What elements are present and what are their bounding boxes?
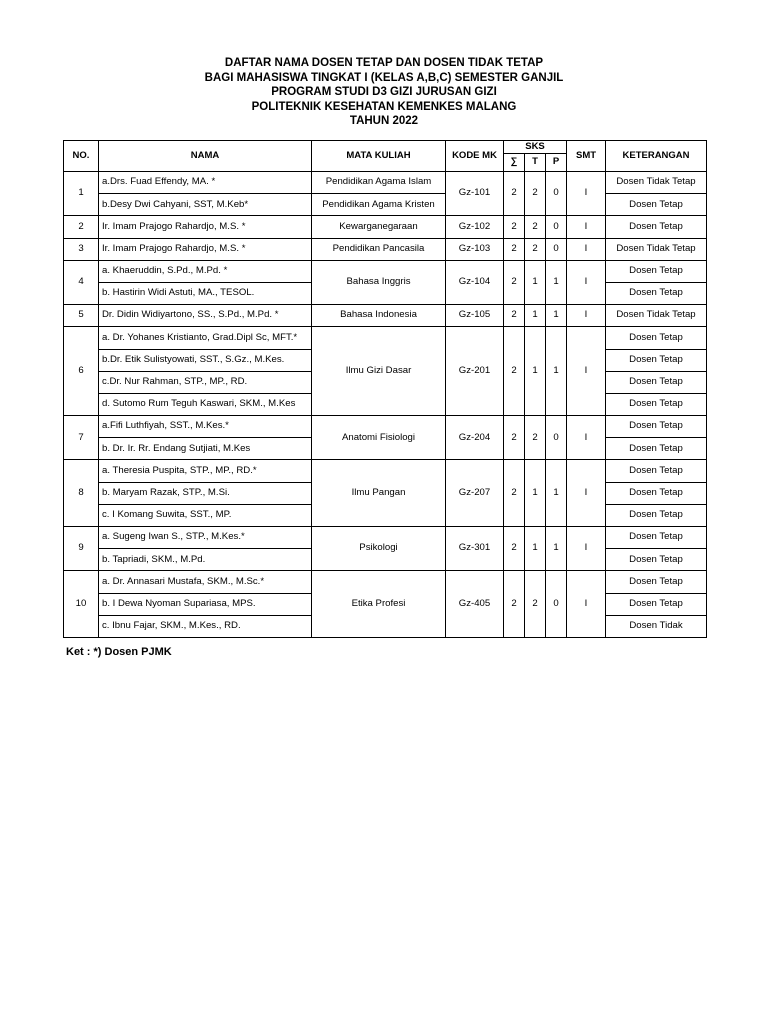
lecturer-status: Dosen Tetap [606, 504, 707, 526]
header-smt: SMT [567, 141, 606, 172]
table-row [64, 571, 707, 593]
lecturer-name: d. Sutomo Rum Teguh Kaswari, SKM., M.Kes [99, 393, 312, 415]
header-sks: SKS [504, 141, 567, 154]
table-row [64, 194, 707, 216]
sks-theory: 1 [525, 305, 546, 327]
sks-theory: 2 [525, 571, 546, 638]
row-number: 5 [64, 305, 99, 327]
sks-total: 2 [504, 238, 525, 260]
lecturer-status: Dosen Tetap [606, 327, 707, 349]
lecturer-status: Dosen Tetap [606, 216, 707, 238]
lecturer-status: Dosen Tetap [606, 371, 707, 393]
sks-theory: 1 [525, 527, 546, 571]
course-code: Gz-105 [446, 305, 504, 327]
header-keterangan: KETERANGAN [606, 141, 707, 172]
lecturer-status: Dosen Tetap [606, 593, 707, 615]
semester: I [567, 238, 606, 260]
title-line-3: PROGRAM STUDI D3 GIZI JURUSAN GIZI [271, 86, 497, 98]
row-number: 10 [64, 571, 99, 638]
lecturer-name: b. Hastirin Widi Astuti, MA., TESOL. [99, 282, 312, 304]
sks-theory: 1 [525, 327, 546, 416]
course-name: Anatomi Fisiologi [312, 416, 446, 460]
header-nama: NAMA [99, 141, 312, 172]
lecturer-status: Dosen Tetap [606, 527, 707, 549]
course-name: Bahasa Inggris [312, 260, 446, 304]
lecturer-status: Dosen Tidak Tetap [606, 172, 707, 194]
lecturer-name: a. Theresia Puspita, STP., MP., RD.* [99, 460, 312, 482]
semester: I [567, 460, 606, 527]
header-sks-p: P [546, 154, 567, 172]
course-code: Gz-207 [446, 460, 504, 527]
lecturer-name: b. Maryam Razak, STP., M.Si. [99, 482, 312, 504]
lecturer-name: a. Dr. Annasari Mustafa, SKM., M.Sc.* [99, 571, 312, 593]
table-row [64, 238, 707, 260]
course-name: Bahasa Indonesia [312, 305, 446, 327]
sks-practice: 0 [546, 172, 567, 216]
lecturer-status: Dosen Tetap [606, 416, 707, 438]
course-name: Pendidikan Agama Kristen [312, 194, 446, 216]
lecturer-name: c. I Komang Suwita, SST., MP. [99, 504, 312, 526]
course-name: Pendidikan Agama Islam [312, 172, 446, 194]
course-code: Gz-301 [446, 527, 504, 571]
document-title [0, 56, 768, 129]
sks-practice: 0 [546, 216, 567, 238]
lecturer-status: Dosen Tetap [606, 482, 707, 504]
title-line-4: POLITEKNIK KESEHATAN KEMENKES MALANG [251, 100, 517, 113]
sks-total: 2 [504, 460, 525, 527]
course-name: Ilmu Gizi Dasar [312, 327, 446, 416]
lecturer-name: Ir. Imam Prajogo Rahardjo, M.S. * [99, 238, 312, 260]
table-row [64, 327, 707, 349]
sks-total: 2 [504, 416, 525, 460]
course-name: Kewarganegaraan [312, 216, 446, 238]
lecturer-status: Dosen Tetap [606, 349, 707, 371]
sks-total: 2 [504, 216, 525, 238]
sks-practice: 1 [546, 305, 567, 327]
sks-total: 2 [504, 172, 525, 216]
title-line-1: DAFTAR NAMA DOSEN TETAP DAN DOSEN TIDAK TETAP [224, 57, 544, 69]
sks-theory: 1 [525, 460, 546, 527]
sks-practice: 1 [546, 460, 567, 527]
header-sks-total: ∑ [504, 154, 525, 172]
lecturer-status: Dosen Tidak Tetap [606, 305, 707, 327]
row-number: 7 [64, 416, 99, 460]
sks-theory: 2 [525, 416, 546, 460]
row-number: 3 [64, 238, 99, 260]
lecturer-name: b.Dr. Etik Sulistyowati, SST., S.Gz., M.Kes. [99, 349, 312, 371]
semester: I [567, 216, 606, 238]
semester: I [567, 416, 606, 460]
table-row [64, 305, 707, 327]
sks-total: 2 [504, 327, 525, 416]
title-line-5: TAHUN 2022 [349, 115, 419, 127]
lecturer-status: Dosen Tetap [606, 460, 707, 482]
lecturer-name: c. Ibnu Fajar, SKM., M.Kes., RD. [99, 615, 312, 637]
lecturer-name: Dr. Didin Widiyartono, SS., S.Pd., M.Pd. * [99, 305, 312, 327]
lecturer-status: Dosen Tetap [606, 438, 707, 460]
semester: I [567, 527, 606, 571]
lecturer-name: b. I Dewa Nyoman Supariasa, MPS. [99, 593, 312, 615]
table-row [64, 172, 707, 194]
semester: I [567, 327, 606, 416]
sks-practice: 0 [546, 238, 567, 260]
header-kode-mk: KODE MK [446, 141, 504, 172]
lecturer-status: Dosen Tetap [606, 194, 707, 216]
sks-theory: 2 [525, 216, 546, 238]
lecturer-table [63, 140, 707, 638]
lecturer-name: b.Desy Dwi Cahyani, SST, M.Keb* [99, 194, 312, 216]
sks-total: 2 [504, 571, 525, 638]
row-number: 8 [64, 460, 99, 527]
lecturer-name: b. Dr. Ir. Rr. Endang Sutjiati, M.Kes [99, 438, 312, 460]
lecturer-status: Dosen Tidak Tetap [606, 238, 707, 260]
sks-total: 2 [504, 527, 525, 571]
course-code: Gz-104 [446, 260, 504, 304]
sks-practice: 1 [546, 527, 567, 571]
lecturer-name: b. Tapriadi, SKM., M.Pd. [99, 549, 312, 571]
sks-total: 2 [504, 260, 525, 304]
lecturer-name: a.Drs. Fuad Effendy, MA. * [99, 172, 312, 194]
course-name: Psikologi [312, 527, 446, 571]
table-row [64, 260, 707, 282]
table-row [64, 460, 707, 482]
footnote: Ket : *) Dosen PJMK [66, 646, 172, 658]
sks-theory: 2 [525, 238, 546, 260]
course-code: Gz-405 [446, 571, 504, 638]
lecturer-status: Dosen Tetap [606, 260, 707, 282]
semester: I [567, 260, 606, 304]
lecturer-status: Dosen Tidak [606, 615, 707, 637]
course-name: Ilmu Pangan [312, 460, 446, 527]
course-name: Pendidikan Pancasila [312, 238, 446, 260]
lecturer-name: c.Dr. Nur Rahman, STP., MP., RD. [99, 371, 312, 393]
lecturer-name: a. Sugeng Iwan S., STP., M.Kes.* [99, 527, 312, 549]
semester: I [567, 571, 606, 638]
lecturer-name: a. Dr. Yohanes Kristianto, Grad.Dipl Sc, MFT.* [99, 327, 312, 349]
lecturer-status: Dosen Tetap [606, 571, 707, 593]
table-body [64, 172, 707, 638]
row-number: 6 [64, 327, 99, 416]
lecturer-status: Dosen Tetap [606, 282, 707, 304]
sks-practice: 1 [546, 260, 567, 304]
sks-practice: 0 [546, 416, 567, 460]
row-number: 1 [64, 172, 99, 216]
header-sks-t: T [525, 154, 546, 172]
header-no: NO. [64, 141, 99, 172]
table-row [64, 216, 707, 238]
row-number: 9 [64, 527, 99, 571]
sks-theory: 2 [525, 172, 546, 216]
header-mata-kuliah: MATA KULIAH [312, 141, 446, 172]
sks-total: 2 [504, 305, 525, 327]
sks-practice: 0 [546, 571, 567, 638]
title-line-2: BAGI MAHASISWA TINGKAT I (KELAS A,B,C) SEMESTER GANJIL [204, 71, 564, 84]
sks-practice: 1 [546, 327, 567, 416]
course-code: Gz-101 [446, 172, 504, 216]
course-name: Etika Profesi [312, 571, 446, 638]
table-row [64, 527, 707, 549]
table-row [64, 416, 707, 438]
course-code: Gz-201 [446, 327, 504, 416]
course-code: Gz-204 [446, 416, 504, 460]
course-code: Gz-102 [446, 216, 504, 238]
lecturer-status: Dosen Tetap [606, 549, 707, 571]
row-number: 4 [64, 260, 99, 304]
lecturer-name: Ir. Imam Prajogo Rahardjo, M.S. * [99, 216, 312, 238]
semester: I [567, 305, 606, 327]
lecturer-status: Dosen Tetap [606, 393, 707, 415]
sks-theory: 1 [525, 260, 546, 304]
course-code: Gz-103 [446, 238, 504, 260]
lecturer-name: a. Khaeruddin, S.Pd., M.Pd. * [99, 260, 312, 282]
semester: I [567, 172, 606, 216]
row-number: 2 [64, 216, 99, 238]
lecturer-name: a.Fifi Luthfiyah, SST., M.Kes.* [99, 416, 312, 438]
